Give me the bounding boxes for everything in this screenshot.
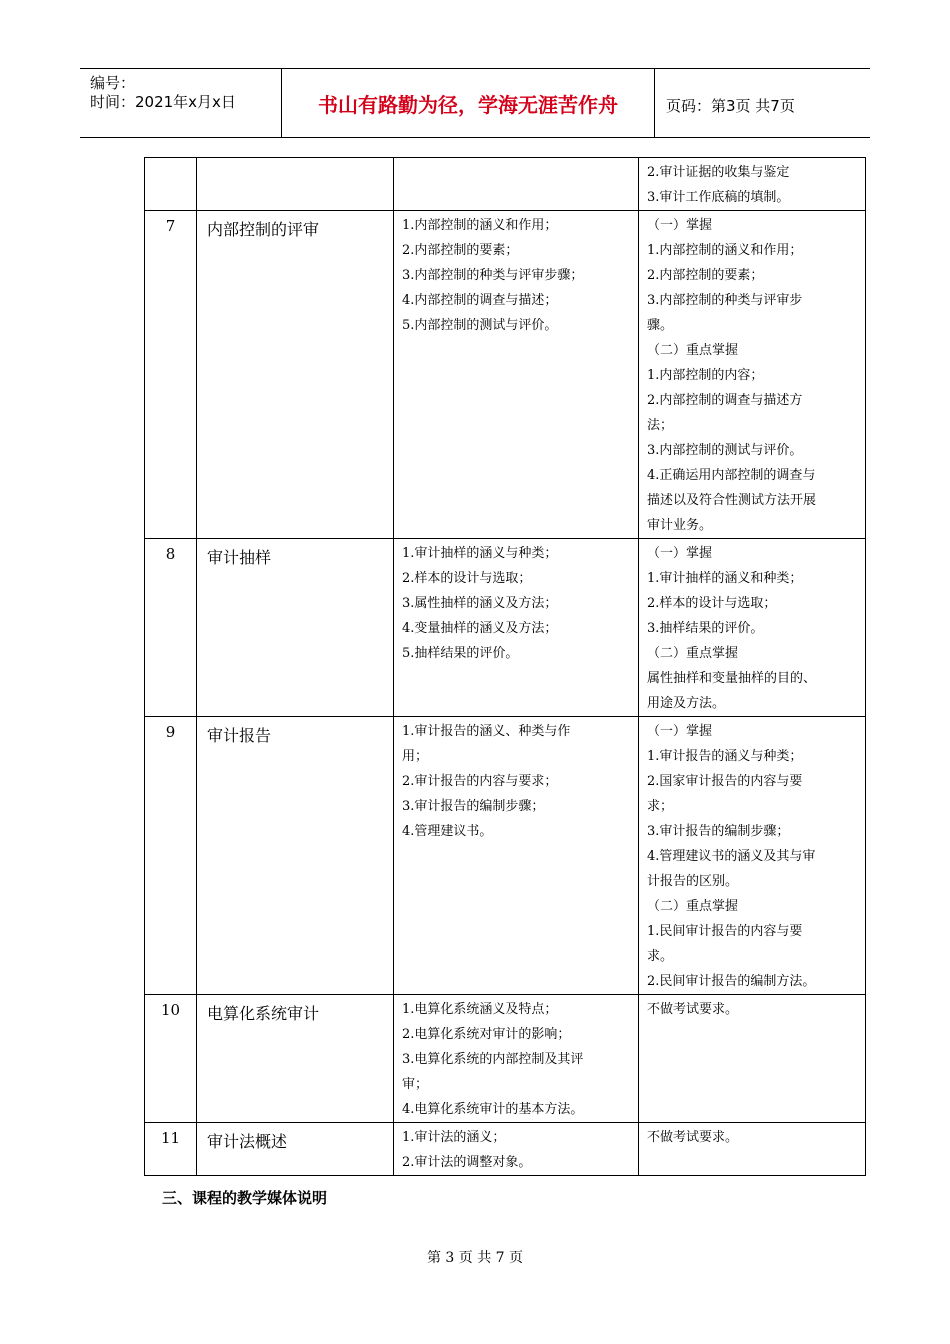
requirement-line: 属性抽样和变量抽样的目的、: [647, 671, 817, 686]
content-line: 2.电算化系统对审计的影响；: [402, 1027, 571, 1042]
requirement-line: 求。: [647, 949, 674, 964]
number-label: 编号：: [90, 74, 136, 92]
time-label: 时间：2021年x月x日: [90, 93, 236, 111]
chapter-title: 审计抽样: [197, 539, 394, 717]
content-line: 审；: [402, 1077, 429, 1092]
chapter-content: [394, 158, 639, 211]
requirement-line: 3.审计报告的编制步骤；: [647, 824, 790, 839]
chapter-title: 审计法概述: [197, 1123, 394, 1176]
header-meta: [80, 69, 280, 137]
page-footer: 第 3 页 共 7 页: [426, 1250, 524, 1266]
requirement-line: （二）重点掌握: [647, 343, 739, 358]
chapter-number: 10: [145, 995, 197, 1123]
content-line: 3.属性抽样的涵义及方法；: [402, 596, 558, 611]
requirement-line: 不做考试要求。: [647, 1002, 739, 1017]
requirement-line: 4.正确运用内部控制的调查与: [647, 468, 816, 483]
table-row: [145, 539, 866, 717]
requirement-line: 3.内部控制的种类与评审步: [647, 293, 803, 308]
chapter-title: 内部控制的评审: [197, 211, 394, 539]
content-line: 1.电算化系统涵义及特点；: [402, 1002, 558, 1017]
content-line: 1.审计报告的涵义、种类与作: [402, 724, 571, 739]
chapter-number: 11: [145, 1123, 197, 1176]
page-header: [80, 68, 870, 138]
requirement-line: 不做考试要求。: [647, 1130, 739, 1145]
table-row: [145, 717, 866, 995]
requirement-line: 法；: [647, 418, 674, 433]
content-line: 用；: [402, 749, 429, 764]
content-line: 4.电算化系统审计的基本方法。: [402, 1102, 584, 1117]
requirement-line: 2.审计证据的收集与鉴定: [647, 165, 790, 180]
chapter-content: [394, 539, 639, 717]
requirement-line: 2.内部控制的要素；: [647, 268, 764, 283]
content-line: 4.管理建议书。: [402, 824, 493, 839]
content-line: 2.审计法的调整对象。: [402, 1155, 532, 1170]
requirement-line: 求；: [647, 799, 674, 814]
requirement-line: 用途及方法。: [647, 696, 726, 711]
content-line: 2.内部控制的要素；: [402, 243, 519, 258]
chapter-number: [145, 158, 197, 211]
section-title: 三、课程的教学媒体说明: [162, 1189, 328, 1207]
syllabus-table: [144, 157, 866, 1176]
exam-requirements: [639, 1123, 866, 1176]
requirement-line: 3.内部控制的测试与评价。: [647, 443, 803, 458]
content-line: 4.内部控制的调查与描述；: [402, 293, 558, 308]
requirement-line: 骤。: [647, 318, 674, 333]
table-row: [145, 995, 866, 1123]
requirement-line: 2.民间审计报告的编制方法。: [647, 974, 816, 989]
requirement-line: 2.国家审计报告的内容与要: [647, 774, 803, 789]
content-line: 3.审计报告的编制步骤；: [402, 799, 545, 814]
requirement-line: （二）重点掌握: [647, 899, 739, 914]
exam-requirements: [639, 158, 866, 211]
exam-requirements: [639, 211, 866, 539]
requirement-line: 审计业务。: [647, 518, 713, 533]
requirement-line: （二）重点掌握: [647, 646, 739, 661]
content-line: 3.电算化系统的内部控制及其评: [402, 1052, 584, 1067]
requirement-line: 2.内部控制的调查与描述方: [647, 393, 803, 408]
chapter-content: [394, 995, 639, 1123]
requirement-line: （一）掌握: [647, 724, 713, 739]
chapter-number: 9: [145, 717, 197, 995]
requirement-line: 1.审计抽样的涵义和种类；: [647, 571, 803, 586]
requirement-line: 1.审计报告的涵义与种类；: [647, 749, 803, 764]
exam-requirements: [639, 717, 866, 995]
header-page-info: 页码：第3页 共7页: [666, 97, 795, 115]
content-line: 2.审计报告的内容与要求；: [402, 774, 558, 789]
requirement-line: 描述以及符合性测试方法开展: [647, 493, 817, 508]
content-line: 1.审计法的涵义；: [402, 1130, 506, 1145]
chapter-content: [394, 717, 639, 995]
requirement-line: 1.民间审计报告的内容与要: [647, 924, 803, 939]
table-row: [145, 158, 866, 211]
chapter-number: 7: [145, 211, 197, 539]
chapter-content: [394, 1123, 639, 1176]
table-row: [145, 1123, 866, 1176]
header-divider: [654, 69, 655, 137]
chapter-number: 8: [145, 539, 197, 717]
chapter-content: [394, 211, 639, 539]
requirement-line: 1.内部控制的内容；: [647, 368, 764, 383]
content-line: 4.变量抽样的涵义及方法；: [402, 621, 558, 636]
content-line: 1.内部控制的涵义和作用；: [402, 218, 558, 233]
chapter-title: 电算化系统审计: [197, 995, 394, 1123]
content-line: 1.审计抽样的涵义与种类；: [402, 546, 558, 561]
requirement-line: 1.内部控制的涵义和作用；: [647, 243, 803, 258]
exam-requirements: [639, 995, 866, 1123]
header-motto: 书山有路勤为径，学海无涯苦作舟: [318, 92, 618, 117]
content-line: 3.内部控制的种类与评审步骤；: [402, 268, 584, 283]
requirement-line: 计报告的区别。: [647, 874, 739, 889]
requirement-line: 4.管理建议书的涵义及其与审: [647, 849, 816, 864]
content-line: 5.内部控制的测试与评价。: [402, 318, 558, 333]
table-row: [145, 211, 866, 539]
requirement-line: （一）掌握: [647, 546, 713, 561]
content-line: 5.抽样结果的评价。: [402, 646, 519, 661]
chapter-title: [197, 158, 394, 211]
requirement-line: 3.审计工作底稿的填制。: [647, 190, 790, 205]
exam-requirements: [639, 539, 866, 717]
requirement-line: 2.样本的设计与选取；: [647, 596, 777, 611]
requirement-line: 3.抽样结果的评价。: [647, 621, 764, 636]
content-line: 2.样本的设计与选取；: [402, 571, 532, 586]
chapter-title: 审计报告: [197, 717, 394, 995]
requirement-line: （一）掌握: [647, 218, 713, 233]
